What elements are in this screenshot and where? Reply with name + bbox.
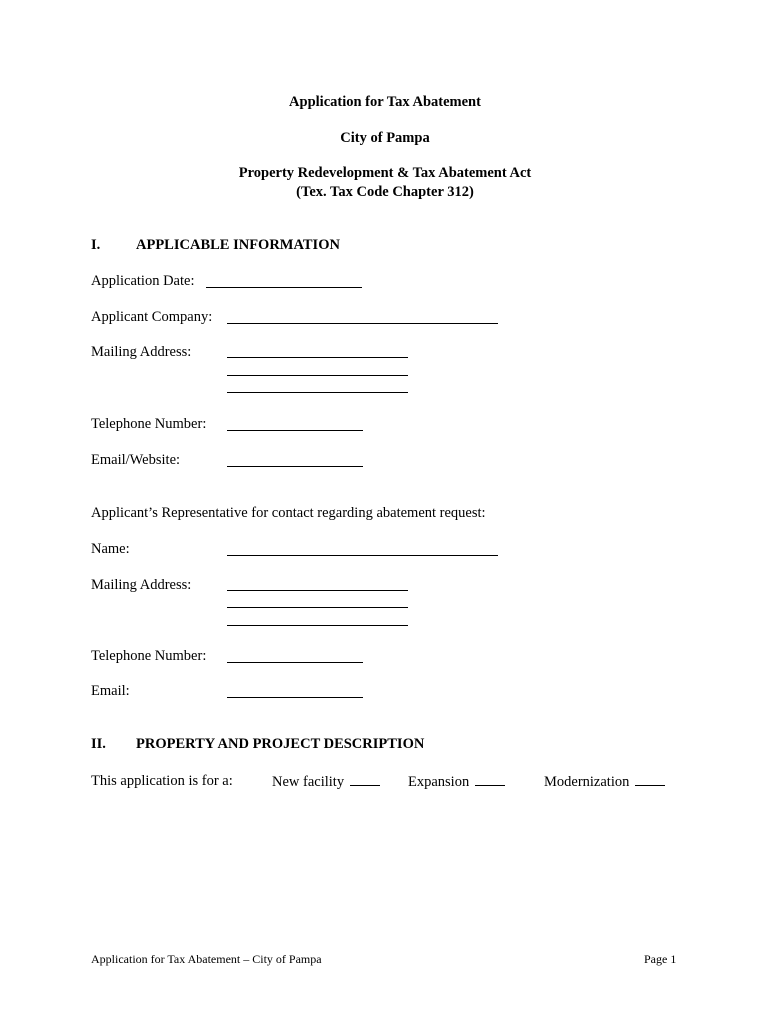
mailing-address-line-1[interactable] xyxy=(227,357,408,358)
email-website-label: Email/Website: xyxy=(91,452,181,468)
option-expansion xyxy=(408,773,505,791)
email-website-field[interactable] xyxy=(227,466,363,467)
applicant-company-field[interactable] xyxy=(227,323,498,324)
rep-name-field[interactable] xyxy=(227,555,498,556)
application-date-label: Application Date: xyxy=(91,273,195,289)
rep-mailing-address-line-1[interactable] xyxy=(227,590,408,591)
option-new-facility xyxy=(272,773,380,791)
representative-text: Applicant’s Representative for contact regarding abatement request: xyxy=(91,505,486,521)
footer-left: Application for Tax Abatement – City of Pampa xyxy=(91,952,322,966)
option-modernization-blank[interactable] xyxy=(635,773,665,786)
option-modernization-label: Modernization xyxy=(544,774,630,790)
option-new-facility-blank[interactable] xyxy=(350,773,380,786)
section-2-heading: PROPERTY AND PROJECT DESCRIPTION xyxy=(136,736,425,752)
rep-telephone-field[interactable] xyxy=(227,662,363,663)
act-title: Property Redevelopment & Tax Abatement Act xyxy=(238,165,532,181)
document-title: Application for Tax Abatement xyxy=(289,94,481,110)
rep-telephone-label: Telephone Number: xyxy=(91,648,207,664)
rep-email-field[interactable] xyxy=(227,697,363,698)
section-1-heading: APPLICABLE INFORMATION xyxy=(136,237,340,253)
city-name: City of Pampa xyxy=(340,130,430,146)
section-1-number: I. xyxy=(91,237,101,253)
option-expansion-blank[interactable] xyxy=(475,773,505,786)
option-modernization xyxy=(544,773,665,791)
page-number: Page 1 xyxy=(644,952,677,966)
rep-mailing-address-line-2[interactable] xyxy=(227,607,408,608)
section-2-number: II. xyxy=(91,736,106,752)
option-expansion-label: Expansion xyxy=(408,774,470,790)
mailing-address-label: Mailing Address: xyxy=(91,344,192,360)
telephone-field[interactable] xyxy=(227,430,363,431)
application-date-field[interactable] xyxy=(206,287,362,288)
rep-mailing-address-label: Mailing Address: xyxy=(91,577,192,593)
applicant-company-label: Applicant Company: xyxy=(91,309,213,325)
telephone-label: Telephone Number: xyxy=(91,416,207,432)
mailing-address-line-2[interactable] xyxy=(227,375,408,376)
rep-mailing-address-line-3[interactable] xyxy=(227,625,408,626)
rep-name-label: Name: xyxy=(91,541,130,557)
application-for-label: This application is for a: xyxy=(91,773,233,789)
tax-code-reference: (Tex. Tax Code Chapter 312) xyxy=(296,184,474,200)
option-new-facility-label: New facility xyxy=(272,774,345,790)
mailing-address-line-3[interactable] xyxy=(227,392,408,393)
rep-email-label: Email: xyxy=(91,683,130,699)
